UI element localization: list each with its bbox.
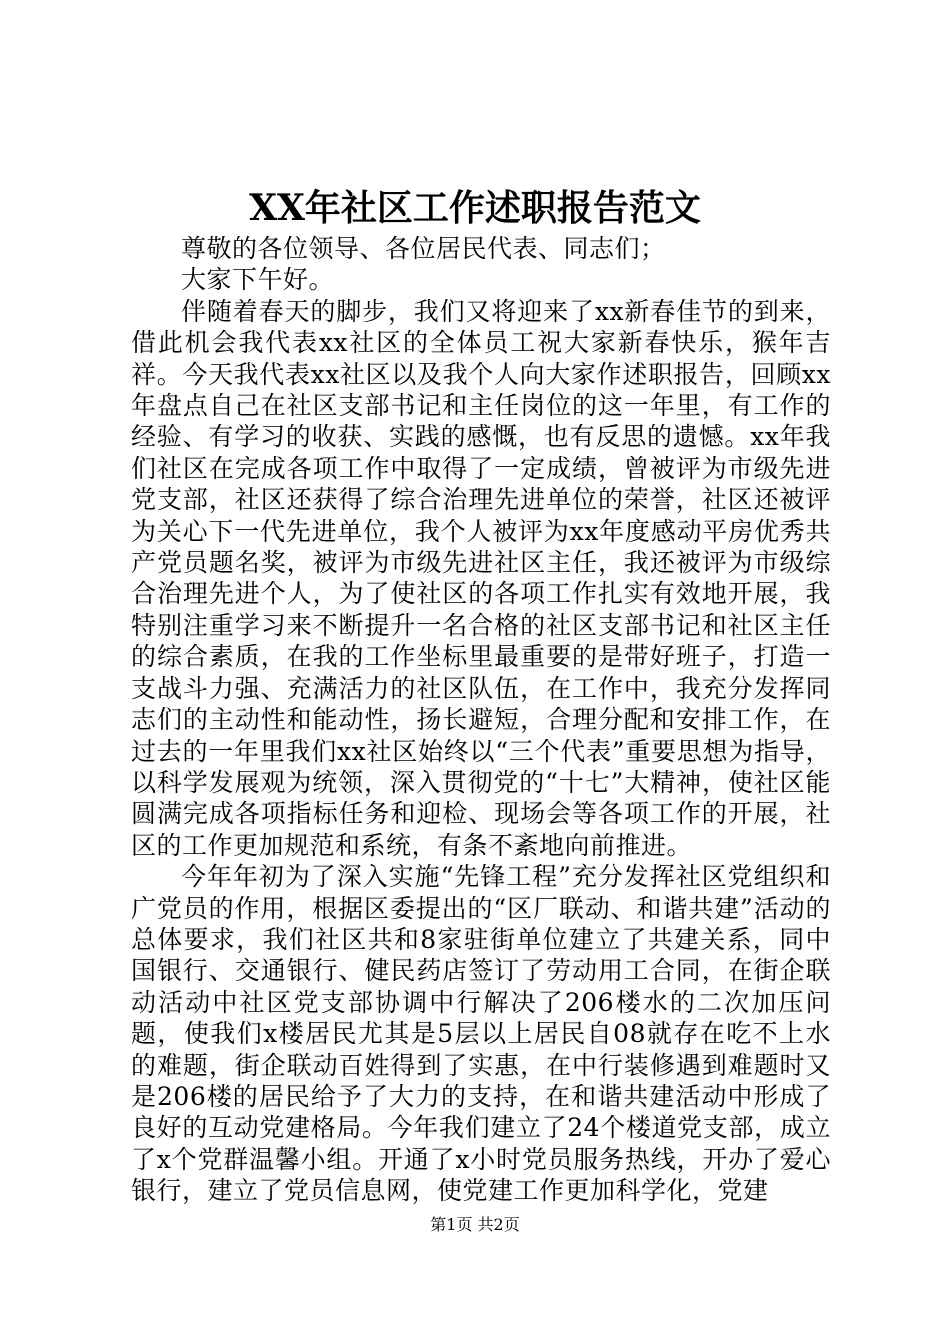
body-paragraph: 今年年初为了深入实施“先锋工程”充分发挥社区党组织和广党员的作用，根据区委提出的“区厂联动、和谐共建”活动的总体要求，我们社区共和8家驻街单位建立了共建关系，同中国银行、交通银行、健民药店签订了劳动用工合同，在街企联动活动中社区党支部协调中行解决了206楼水的二次加压问题，使我们x楼居民尤其是5层以上居民自08就存在吃不上水的难题，街企联动百姓得到了实惠，在中行装修遇到难题时又是206楼的居民给予了大力的支持，在和谐共建活动中形成了良好的互动党建格局。今年我们建立了24个楼道党支部，成立了x个党群温馨小组。开通了x小时党员服务热线，开办了爱心银行，建立了党员信息网，使党建工作更加科学化，党建 [131, 862, 831, 1206]
body-paragraph: 伴随着春天的脚步，我们又将迎来了xx新春佳节的到来，借此机会我代表xx社区的全体员工祝大家新春快乐，猴年吉祥。今天我代表xx社区以及我个人向大家作述职报告，回顾xx年盘点自己在社区支部书记和主任岗位的这一年里，有工作的经验、有学习的收获、实践的感慨，也有反思的遗憾。xx年我们社区在完成各项工作中取得了一定成绩，曾被评为市级先进党支部，社区还获得了综合治理先进单位的荣誉，社区还被评为关心下一代先进单位，我个人被评为xx年度感动平房优秀共产党员题名奖，被评为市级先进社区主任，我还被评为市级综合治理先进个人，为了使社区的各项工作扎实有效地开展，我特别注重学习来不断提升一名合格的社区支部书记和社区主任的综合素质，在我的工作坐标里最重要的是带好班子，打造一支战斗力强、充满活力的社区队伍，在工作中，我充分发挥同志们的主动性和能动性，扬长避短，合理分配和安排工作，在过去的一年里我们xx社区始终以“三个代表”重要思想为指导，以科学发展观为统领，深入贯彻党的“十七”大精神，使社区能圆满完成各项指标任务和迎检、现场会等各项工作的开展，社区的工作更加规范和系统，有条不紊地向前推进。 [131, 296, 831, 860]
salutation-paragraph: 尊敬的各位领导、各位居民代表、同志们； [181, 234, 666, 263]
greeting-paragraph: 大家下午好。 [181, 265, 335, 295]
document-body [131, 233, 831, 1207]
page-footer: 第1页 共2页 [430, 1215, 520, 1234]
document-title: XX年社区工作述职报告范文 [249, 187, 701, 229]
